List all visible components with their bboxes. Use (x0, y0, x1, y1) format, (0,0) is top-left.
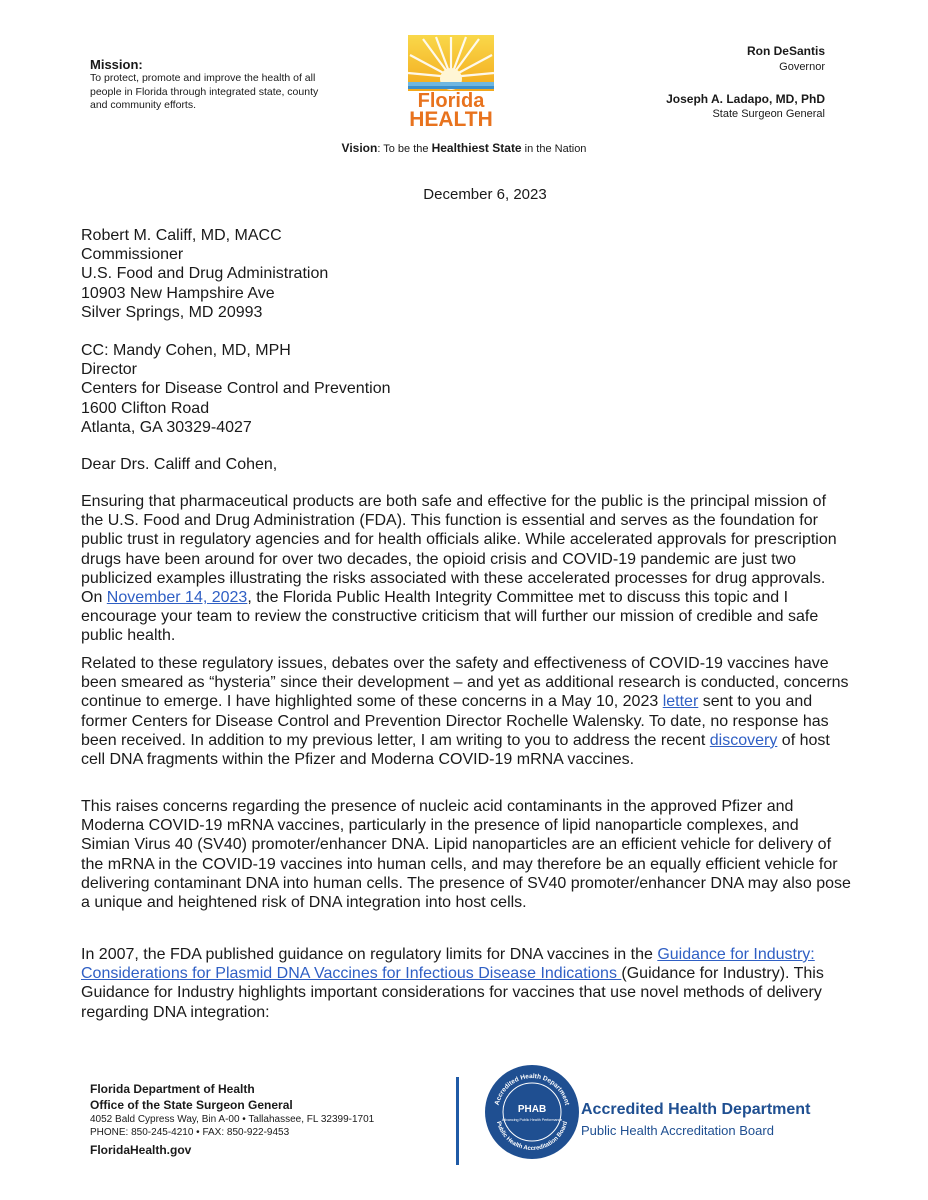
cc-line: CC: Mandy Cohen, MD, MPH (81, 342, 291, 359)
recipient-line: Commissioner (81, 246, 184, 264)
footer-dept: Florida Department of Health (90, 1082, 255, 1096)
seal-sub-text: Advancing Public Health Performance (501, 1118, 563, 1122)
footer-divider (456, 1077, 459, 1165)
cc-line: 1600 Clifton Road (81, 399, 210, 417)
paragraph-3: This raises concerns regarding the presence of nucleic acid contaminants in the approved Pfizer and Moderna COVID-19 mRNA vaccines, particularly in the presence of lipid nanoparticle complexes, and Simian Virus 40 (SV40) promoter/enhancer DNA. Lipid nanoparticles are an efficient vehicle for delivery of the mRNA in the COVID-19 vaccines into human cells, and may therefore be an equally efficient vehicle for delivering contaminant DNA into human cells. The presence of SV40 promoter/enhancer DNA may also pose a unique and heightened risk of DNA integration into host cells. (81, 798, 851, 912)
letter-link[interactable]: letter (662, 693, 699, 711)
footer-address: 4052 Bald Cypress Way, Bin A-00 • Tallahassee, FL 32399-1701 (90, 1114, 375, 1125)
mission-text: To protect, promote and improve the health of all people in Florida through integrated state, county and community efforts. (90, 72, 319, 111)
vision-bold: Healthiest State (431, 141, 522, 155)
paragraph-4 (81, 945, 851, 1022)
recipient-line: Robert M. Califf, MD, MACC (81, 227, 282, 244)
november-14-link[interactable]: November 14, 2023 (106, 589, 248, 607)
footer-office: Office of the State Surgeon General (90, 1098, 293, 1112)
accreditation-title: Accredited Health Department (581, 1101, 811, 1118)
seal-top-text: Accredited Health Department (493, 1072, 571, 1106)
logo-health-text: HEALTH (409, 108, 493, 128)
seal-bottom-text: Public Health Accreditation Board (494, 1120, 570, 1153)
p2-text-mid: sent to you and former Centers for Disease Control and Prevention Director Rochelle Walensky. To date, no response has been received. In addition to my previous letter, I am writing to you to address the recent (81, 693, 829, 749)
governor-title: Governor (779, 61, 825, 73)
vision-pre: : To be the (377, 143, 432, 155)
p4-text-end: (Guidance for Industry). This Guidance for Industry highlights important considerations for vaccines that use novel methods of delivery regarding DNA integration: (81, 965, 824, 1021)
cc-line: Centers for Disease Control and Prevention (81, 380, 391, 398)
footer-contact (90, 1081, 374, 1159)
seal-center-text: PHAB (517, 1104, 547, 1115)
mission-title: Mission: (90, 57, 143, 72)
officials-block (666, 43, 825, 122)
governor-name: Ron DeSantis (746, 44, 825, 58)
recipient-line: Silver Springs, MD 20993 (81, 303, 263, 321)
vision-post: in the Nation (521, 143, 587, 155)
phab-seal-icon (484, 1064, 580, 1160)
p2-text-end: of host cell DNA fragments within the Pfizer and Moderna COVID-19 mRNA vaccines. (81, 731, 830, 769)
paragraph-1 (81, 492, 851, 646)
paragraph-2 (81, 654, 851, 769)
cc-address (81, 341, 391, 437)
recipient-line: U.S. Food and Drug Administration (81, 265, 329, 283)
p1-text-end: , the Florida Public Health Integrity Committee met to discuss this topic and I encourage your team to review the constructive criticism that will further our mission of credible and safe public health. (81, 589, 819, 645)
vision-statement (0, 141, 928, 155)
recipient-address (81, 226, 328, 322)
surgeon-general-name: Joseph A. Ladapo, MD, PhD (666, 92, 825, 106)
accreditation-subtitle: Public Health Accreditation Board (581, 1123, 774, 1138)
p4-text: In 2007, the FDA published guidance on regulatory limits for DNA vaccines in the (81, 946, 658, 963)
p2-text: Related to these regulatory issues, debates over the safety and effectiveness of COVID-19 vaccines have been smeared as “hysteria” since their development – and yet as additional research is conducted, concerns continue to emerge. I have highlighted some of these concerns in a May 10, 2023 (81, 655, 849, 711)
cc-line: Atlanta, GA 30329-4027 (81, 418, 252, 436)
letter-date: December 6, 2023 (423, 186, 547, 203)
footer-website[interactable]: FloridaHealth.gov (90, 1143, 192, 1157)
guidance-for-industry-link[interactable]: Guidance for Industry: Considerations for Plasmid DNA Vaccines for Infectious Disease Indications (81, 946, 815, 983)
footer-phone: PHONE: 850-245-4210 • FAX: 850-922-9453 (90, 1127, 290, 1138)
surgeon-general-title: State Surgeon General (712, 108, 825, 120)
cc-line: Director (81, 361, 138, 379)
recipient-line: 10903 New Hampshire Ave (81, 284, 275, 302)
p1-text: Ensuring that pharmaceutical products are both safe and effective for the public is the principal mission of the U.S. Food and Drug Administration (FDA). This function is essential and serves as the foundation for public trust in regulatory agencies and for health officials alike. While accelerated approvals for prescription drugs have been around for over two decades, the opioid crisis and COVID-19 pandemic are just two publicized examples illustrating the risks associated with these accelerated processes for drug approvals. On (81, 493, 837, 607)
florida-health-logo (405, 33, 497, 128)
vision-label: Vision (341, 141, 378, 155)
discovery-link[interactable]: discovery (709, 731, 778, 749)
logo-florida-text: Florida (417, 90, 485, 112)
salutation: Dear Drs. Califf and Cohen, (81, 456, 278, 473)
